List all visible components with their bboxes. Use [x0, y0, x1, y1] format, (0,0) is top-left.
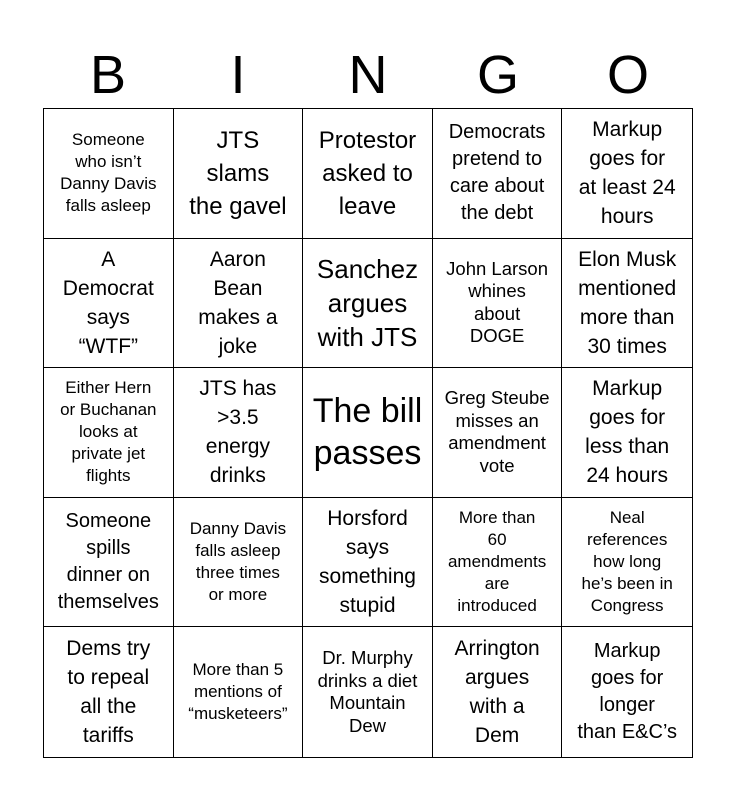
bingo-header — [43, 44, 693, 106]
cell-text: Markup goes for at least 24 hours — [578, 118, 676, 229]
header-letter-g: G — [476, 45, 519, 105]
cell-text: Protestor asked to leave — [318, 126, 417, 220]
bingo-cell-free[interactable] — [303, 368, 433, 498]
bingo-cell[interactable] — [562, 239, 692, 369]
cell-text: John Larson whines about DOGE — [446, 257, 548, 347]
cell-text: JTS slams the gavel — [189, 126, 287, 220]
cell-text: Either Hern or Buchanan looks at private jet flights — [60, 378, 157, 486]
header-letter-n: N — [348, 45, 388, 105]
cell-text: More than 60 amendments are introduced — [447, 508, 547, 616]
cell-text: Democrats pretend to care about the debt — [448, 121, 546, 225]
cell-text: Sanchez argues with JTS — [316, 253, 419, 352]
header-letter-i: I — [230, 45, 246, 105]
bingo-cell[interactable] — [562, 368, 692, 498]
cell-text: Aaron Bean makes a joke — [198, 247, 278, 358]
bingo-cell[interactable] — [303, 239, 433, 369]
bingo-cell[interactable] — [303, 109, 433, 239]
bingo-cell[interactable] — [174, 498, 304, 628]
bingo-cell[interactable] — [433, 368, 563, 498]
bingo-cell[interactable] — [174, 368, 304, 498]
cell-text: Danny Davis falls asleep three times or more — [189, 519, 287, 605]
bingo-cell[interactable] — [44, 368, 174, 498]
cell-text: Elon Musk mentioned more than 30 times — [578, 247, 677, 358]
cell-text: Dr. Murphy drinks a diet Mountain Dew — [317, 647, 418, 736]
bingo-cell[interactable] — [303, 627, 433, 757]
bingo-cell[interactable] — [562, 627, 692, 757]
bingo-cell[interactable] — [174, 109, 304, 239]
cell-text: Dems try to repeal all the tariffs — [66, 637, 151, 748]
bingo-cell[interactable] — [44, 498, 174, 628]
bingo-cell[interactable] — [433, 109, 563, 239]
header-letter-o: O — [606, 45, 649, 105]
cell-text: Someone who isn’t Danny Davis falls asleep — [60, 130, 157, 216]
cell-text: Greg Steube misses an amendment vote — [444, 387, 550, 476]
bingo-board — [43, 108, 693, 758]
bingo-cell[interactable] — [44, 109, 174, 239]
cell-text: Someone spills dinner on themselves — [57, 510, 159, 614]
cell-text: More than 5 mentions of “musketeers” — [188, 660, 288, 724]
cell-text: A Democrat says “WTF” — [62, 247, 154, 358]
cell-text: JTS has >3.5 energy drinks — [199, 377, 277, 488]
bingo-cell[interactable] — [44, 239, 174, 369]
cell-text: Neal references how long he’s been in Congress — [581, 508, 673, 616]
bingo-cell[interactable] — [562, 498, 692, 628]
cell-text: The bill passes — [312, 392, 423, 473]
bingo-cell[interactable] — [174, 239, 304, 369]
bingo-cell[interactable] — [433, 627, 563, 757]
bingo-cell[interactable] — [303, 498, 433, 628]
bingo-cell[interactable] — [174, 627, 304, 757]
cell-text: Arrington argues with a Dem — [454, 637, 540, 748]
cell-text: Horsford says something stupid — [319, 507, 416, 618]
header-letter-b: B — [89, 45, 127, 105]
cell-text: Markup goes for longer than E&C’s — [577, 640, 678, 744]
cell-text: Markup goes for less than 24 hours — [585, 377, 670, 488]
bingo-cell[interactable] — [562, 109, 692, 239]
bingo-cell[interactable] — [433, 239, 563, 369]
bingo-cell[interactable] — [44, 627, 174, 757]
bingo-cell[interactable] — [433, 498, 563, 628]
